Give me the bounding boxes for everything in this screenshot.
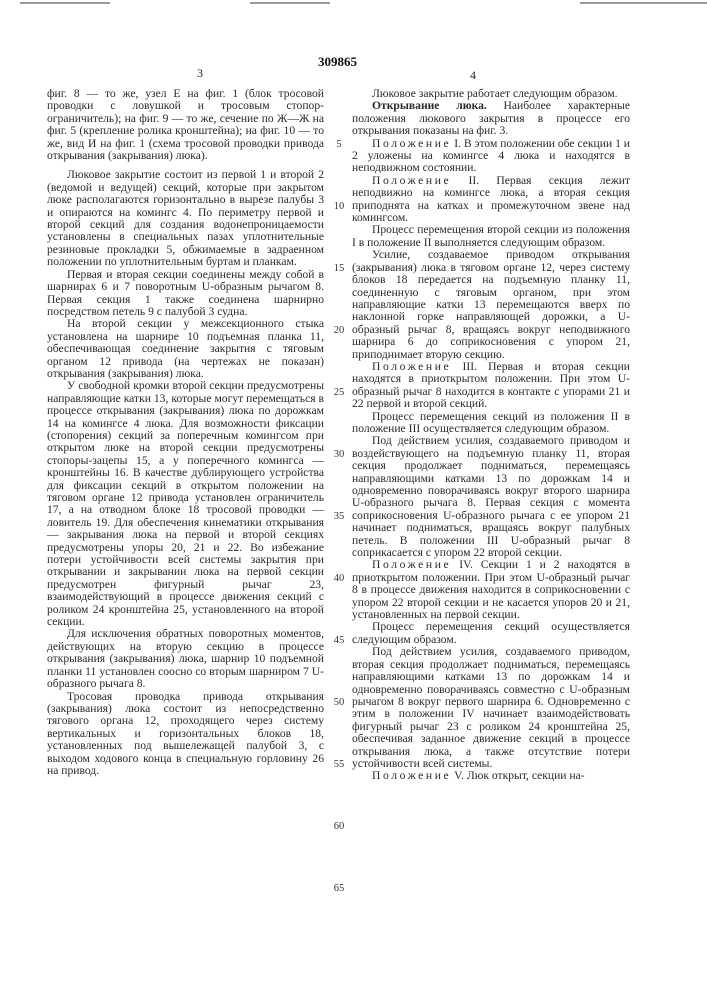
paragraph-text: IV. Секции 1 и 2 находятся в приоткрытом положении. При этом U-образный рычаг 8 в процессе движения находится в соприкосновении с упором 22 второй секции и не касается упоров 20 и 21, установленных на первой секции. [352, 558, 630, 621]
paragraph-text: Усилие, создаваемое приводом открывания (закрывания) люка в тяговом органе 12, через систему блоков 18 передается на подъемную планку 11, соединенную с тяговым органом, при этом направляющие катки 13 перемещаются вверх по наклонной горке направляющей дорожки, а U-образный рычаг 8, вращаясь вокруг неподвижного шарнира 6 до соприкосновения с упором 21, приподнимает вторую секцию. [352, 248, 630, 360]
paragraph [352, 770, 630, 782]
paragraph [352, 646, 630, 770]
paragraph-text: V. Люк открыт, секции на- [451, 769, 584, 782]
line-number: 60 [331, 821, 347, 832]
scan-artifact-line [250, 2, 330, 4]
line-number: 15 [331, 263, 347, 274]
line-number: 30 [331, 449, 347, 460]
paragraph [352, 100, 630, 137]
paragraph [47, 691, 324, 778]
column-number-right: 4 [470, 68, 476, 83]
paragraph-lead: Положение [372, 558, 451, 571]
line-number: 40 [331, 573, 347, 584]
paragraph-lead: Открывание люка. [372, 99, 487, 112]
line-number: 50 [331, 697, 347, 708]
paragraph-text: Люковое закрытие состоит из первой 1 и второй 2 (ведомой и ведущей) секций, которые при закрытом люке располагаются горизонтально в вырезе палубы 3 и опираются на комингс 4. По периметру первой и второй секций для создания водонепроницаемости установлены в специальных пазах уплотнительные резиновые прокладки 5, обжимаемые в задраенном положении по уплотнительным буртам и планкам. [47, 168, 324, 268]
line-number: 10 [331, 201, 347, 212]
paragraph-text: На второй секции у межсекционного стыка установлена на шарнире 10 подъемная планка 11, обеспечивающая соединение закрытия с тяговым органом 12 привода (на чертежах не показан) открывания (закрывания) люка. [47, 317, 324, 380]
paragraph-text: II. Первая секция лежит неподвижно на комингсе люка, а вторая секция приподнята на катках и промежуточном звене над комингсом. [352, 174, 630, 224]
scan-artifact-line [20, 2, 110, 4]
paragraph-lead: Положение [372, 769, 451, 782]
paragraph-text: Процесс перемещения второй секции из положения I в положение II выполняется следующим образом. [352, 223, 630, 248]
scan-artifact-line [580, 2, 707, 4]
patent-number: 309865 [318, 54, 357, 70]
line-number: 25 [331, 387, 347, 398]
paragraph-text: Под действием усилия, создаваемого приводом, вторая секция продолжает подниматься, перемещаясь направляющими катками 13 по дорожкам 14 и одновременно поворачиваясь совместно с U-образным рычагом 8 вокруг первого шарнира 6. Одновременно с этим в положении IV начинает взаимодействовать фигурный рычаг 23 с роликом 24 кронштейна 25, обеспечивая заданное движение секций в процессе открывания люка, а также отсутствие потери устойчивости всей системы. [352, 645, 630, 770]
paragraph [352, 138, 630, 175]
paragraph-text: Процесс перемещения секций осуществляется следующим образом. [352, 620, 630, 645]
paragraph-lead: Положение [372, 174, 451, 187]
left-text-column [47, 88, 324, 777]
paragraph-text: У свободной кромки второй секции предусмотрены направляющие катки 13, которые могут перемещаться в процессе открывания (закрывания) люка по дорожкам 14 на комингсе 4 люка. Для возможности фиксации (стопорения) секций за поперечным комингсом при открытом люке на второй секции предусмотрены стопоры-зацепы 15, а у поперечного комингса — кронштейны 16. В качестве дублирующего устройства для фиксации секций в открытом положении на тяговом органе 12 привода установлен ограничитель 17, а на отводном блоке 18 тросовой проводки — ловитель 19. Для обеспечения кинематики открывания — закрывания люка на первой и второй секциях предусмотрены упоры 20, 21 и 22. Во избежание потери устойчивости всей системы закрытия при открывании и закрывании люка на первой секции предусмотрен фигурный рычаг 23, взаимодействующий в процессе движения секций с роликом 24 кронштейна 25, установленного на второй секции. [47, 379, 324, 628]
column-number-left: 3 [197, 66, 203, 81]
paragraph [47, 88, 324, 162]
paragraph [47, 318, 324, 380]
paragraph [352, 361, 630, 411]
paragraph [47, 269, 324, 319]
line-number: 35 [331, 511, 347, 522]
paragraph-text: Для исключения обратных поворотных моментов, действующих на вторую секцию в процессе открывания (закрывания) люка, шарнир 10 подъемной планки 11 установлен соосно со вторым шарниром 7 U-образного рычага 8. [47, 627, 324, 690]
paragraph [47, 169, 324, 268]
paragraph [352, 559, 630, 621]
paragraph [352, 175, 630, 225]
paragraph-text: Первая и вторая секции соединены между собой в шарнирах 6 и 7 поворотным U-образным рычагом 8. Первая секция 1 также соединена шарнирно посредством петель 9 с палубой 3 судна. [47, 268, 324, 318]
paragraph [352, 411, 630, 436]
line-number: 20 [331, 325, 347, 336]
paragraph-text: Под действием усилия, создаваемого приводом и воздействующего на подъемную планку 11, вторая секция продолжает подниматься, перемещаясь направляющими катками 13 по дорожкам 14 и одновременно поворачиваясь вокруг второго шарнира U-образного рычага 8. Первая секция с момента соприкосновения U-образного рычага с ее упором 21 начинает подниматься, вращаясь вокруг палубных петель. В положении III U-образный рычаг 8 соприкасается с упором 22 второй секции. [352, 434, 630, 559]
paragraph [352, 435, 630, 559]
paragraph-text: фиг. 8 — то же, узел Е на фиг. 1 (блок тросовой проводки с ловушкой и тросовым стопор-ограничитель); на фиг. 9 — то же, сечение по Ж—Ж на фиг. 5 (крепление ролика кронштейна); на фиг. 10 — то же, вид И на фиг. 1 (схема тросовой проводки привода открывания (закрывания) люка). [47, 87, 324, 162]
paragraph-text: I. В этом положении обе секции 1 и 2 уложены на комингсе 4 люка и находятся в неподвижном состоянии. [352, 137, 630, 175]
paragraph-text: Наиболее характерные положения люкового закрытия в процессе его открывания показаны на фиг. 3. [352, 99, 630, 137]
line-number: 5 [331, 139, 347, 150]
paragraph-text: III. Первая и вторая секции находятся в приоткрытом положении. При этом U-образный рычаг 8 находится в контакте с упорами 21 и 22 первой и второй секций. [352, 360, 630, 410]
line-number: 45 [331, 635, 347, 646]
line-number: 55 [331, 759, 347, 770]
paragraph-text: Процесс перемещения секций из положения II в положение III осуществляется следующим образом. [352, 410, 630, 435]
paragraph [47, 380, 324, 628]
paragraph [47, 628, 324, 690]
right-text-column [352, 88, 630, 783]
paragraph-lead: Положение [372, 360, 451, 373]
paragraph [352, 621, 630, 646]
line-number: 65 [331, 883, 347, 894]
paragraph-lead: Положение [372, 137, 451, 150]
paragraph-text: Тросовая проводка привода открывания (закрывания) люка состоит из непосредственно тягового органа 12, проходящего через систему вертикальных и горизонтальных блоков 18, установленных под вышележащей палубой 3, с выходом ходового конца в специальную горловину 26 на привод. [47, 690, 324, 777]
paragraph [352, 224, 630, 249]
paragraph-text: Люковое закрытие работает следующим образом. [372, 87, 618, 100]
paragraph [352, 249, 630, 361]
